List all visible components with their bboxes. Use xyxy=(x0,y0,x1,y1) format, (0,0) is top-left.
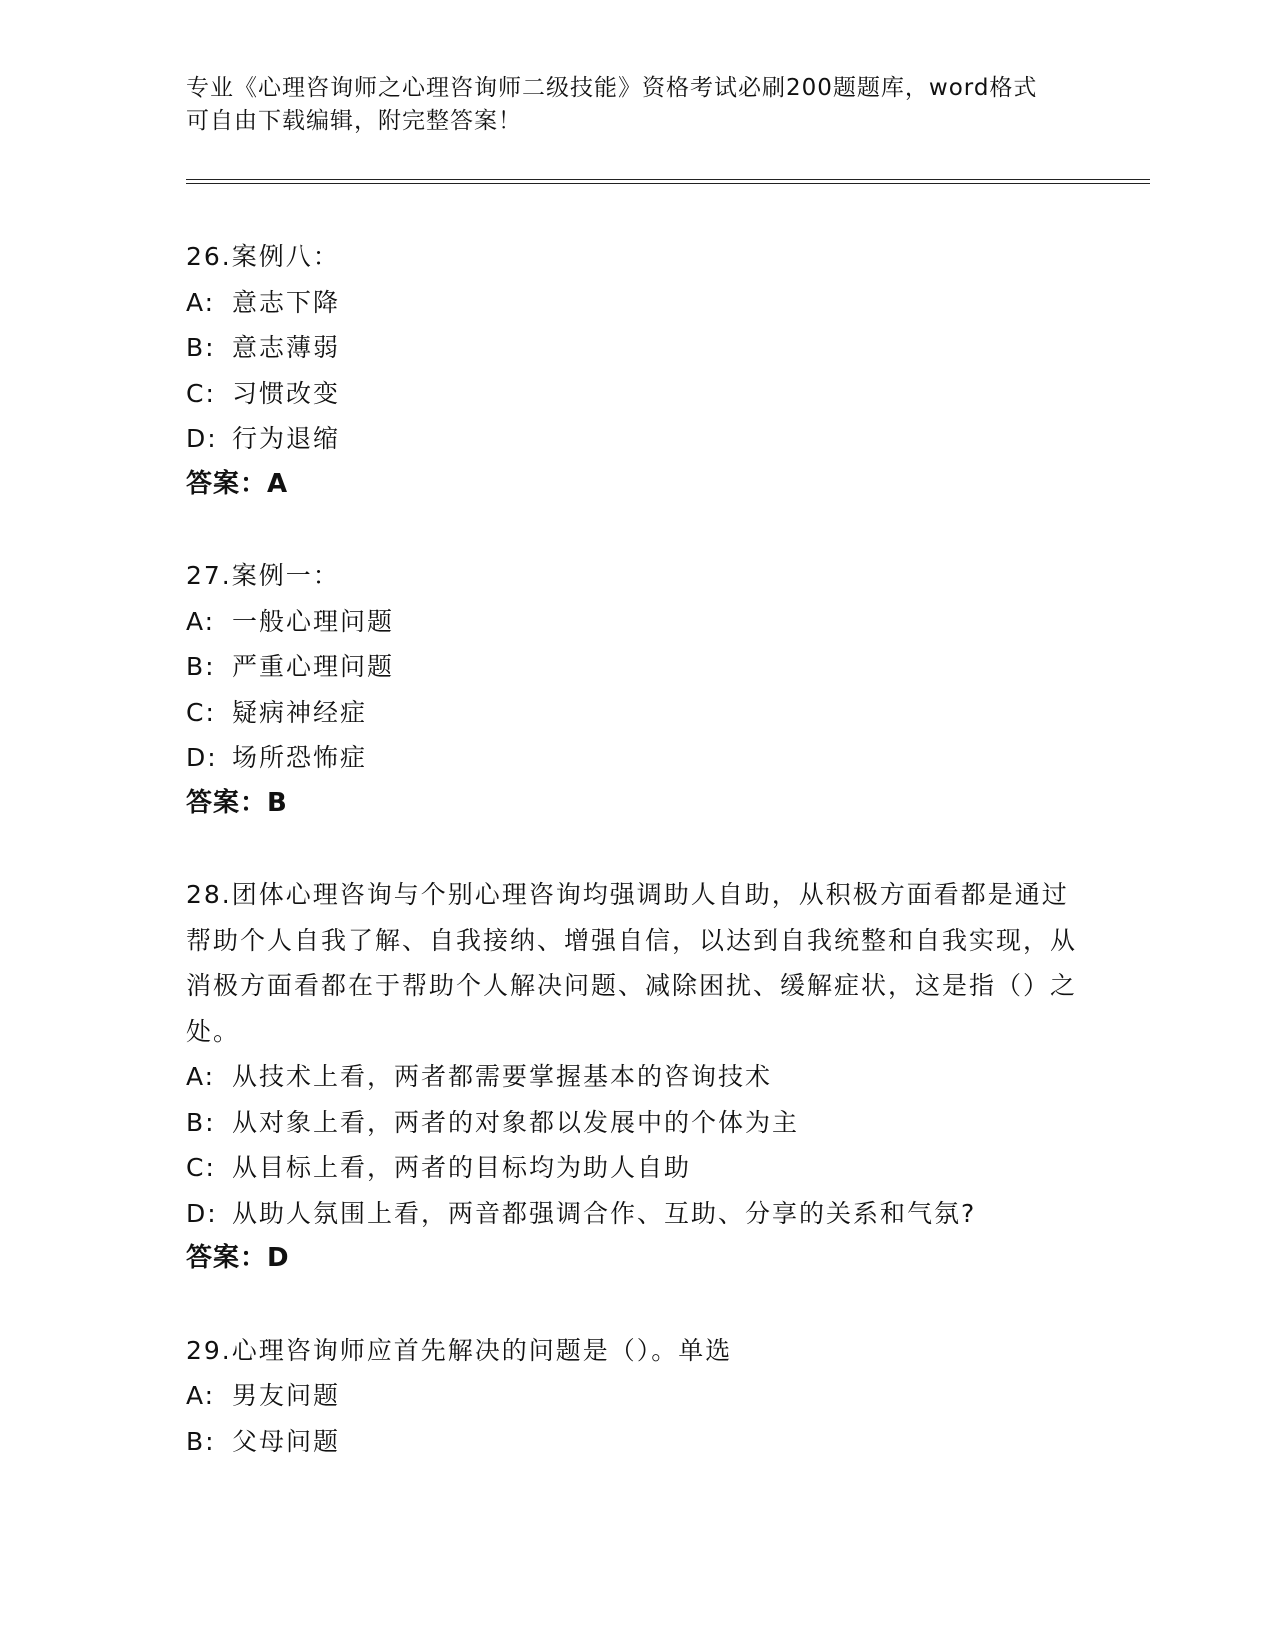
option-text: 从对象上看，两者的对象都以发展中的个体为主 xyxy=(232,1107,800,1137)
option-letter: D: xyxy=(186,743,218,772)
option-d xyxy=(186,1191,1086,1237)
option-text: 行为退缩 xyxy=(232,424,341,453)
option-letter: C: xyxy=(186,697,216,727)
option-letter: B: xyxy=(186,652,216,681)
question-26 xyxy=(186,234,1086,507)
option-c xyxy=(186,690,1086,736)
option-b xyxy=(186,1419,1086,1465)
option-b xyxy=(186,1100,1086,1146)
option-letter: C: xyxy=(186,378,216,408)
option-text: 父母问题 xyxy=(232,1426,341,1456)
answer-line: 答案：A xyxy=(186,468,289,499)
option-d xyxy=(186,735,1086,781)
question-list xyxy=(186,234,1086,1510)
header-divider-bottom xyxy=(186,183,1150,184)
option-letter: A: xyxy=(186,1381,216,1410)
option-text: 严重心理问题 xyxy=(232,652,395,681)
option-b xyxy=(186,644,1086,690)
option-text: 习惯改变 xyxy=(232,378,341,408)
question-stem: 29.心理咨询师应首先解决的问题是（）。单选 xyxy=(186,1335,733,1365)
document-header xyxy=(186,72,1066,138)
option-letter: D: xyxy=(186,424,218,453)
question-stem: 26.案例八： xyxy=(186,242,340,271)
question-29 xyxy=(186,1328,1086,1465)
option-c xyxy=(186,1145,1086,1191)
answer-line: 答案：B xyxy=(186,787,288,818)
header-divider-top xyxy=(186,179,1150,180)
option-text: 从技术上看，两者都需要掌握基本的咨询技术 xyxy=(232,1062,773,1091)
option-text: 意志下降 xyxy=(232,287,341,317)
option-text: 男友问题 xyxy=(232,1381,341,1410)
option-a xyxy=(186,280,1086,326)
option-letter: A: xyxy=(186,287,216,317)
option-a xyxy=(186,1373,1086,1419)
option-text: 从助人氛围上看，两音都强调合作、互助、分享的关系和气氛? xyxy=(232,1198,977,1228)
option-b xyxy=(186,325,1086,371)
option-letter: B: xyxy=(186,1426,216,1456)
option-letter: A: xyxy=(186,1062,216,1091)
option-letter: D: xyxy=(186,1198,218,1228)
option-text: 意志薄弱 xyxy=(232,333,341,362)
question-stem: 28.团体心理咨询与个别心理咨询均强调助人自助，从积极方面看都是通过帮助个人自我了解、自我接纳、增强自信，以达到自我统整和自我实现，从消极方面看都在于帮助个人解决问题、减除困扰、缓解症状，这是指（）之处。 xyxy=(186,880,1078,1046)
option-letter: B: xyxy=(186,1107,216,1137)
header-line-2: 可自由下载编辑，附完整答案！ xyxy=(186,108,522,134)
option-d xyxy=(186,416,1086,462)
option-text: 一般心理问题 xyxy=(232,606,395,636)
question-27 xyxy=(186,553,1086,826)
option-letter: A: xyxy=(186,606,216,636)
option-text: 疑病神经症 xyxy=(232,697,368,727)
option-letter: B: xyxy=(186,333,216,362)
option-letter: C: xyxy=(186,1153,216,1182)
answer-line: 答案：D xyxy=(186,1243,290,1273)
option-a xyxy=(186,1054,1086,1100)
question-stem: 27.案例一： xyxy=(186,561,340,590)
header-line-1: 专业《心理咨询师之心理咨询师二级技能》资格考试必刷200题题库，word格式 xyxy=(186,75,1038,101)
option-text: 从目标上看，两者的目标均为助人自助 xyxy=(232,1153,692,1182)
option-a xyxy=(186,599,1086,645)
option-c xyxy=(186,371,1086,417)
question-28 xyxy=(186,872,1086,1282)
option-text: 场所恐怖症 xyxy=(232,743,368,772)
